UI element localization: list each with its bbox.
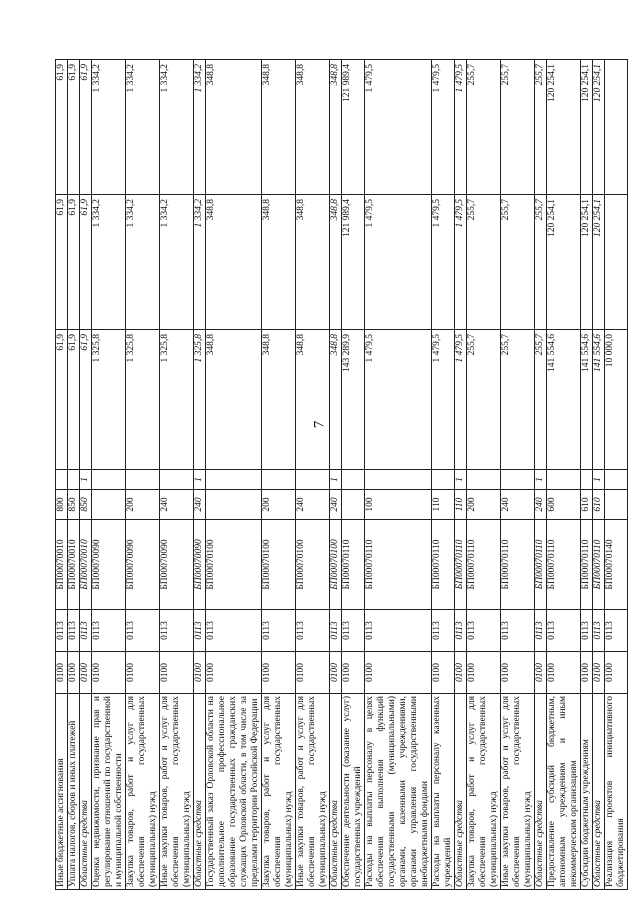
target-article-code: БП00070090: [126, 520, 160, 610]
source-mark: [56, 470, 68, 490]
section-code: 0100: [535, 652, 547, 694]
budget-table: [55, 59, 628, 890]
subsection-code: 0113: [593, 610, 605, 652]
table-row: [432, 60, 455, 890]
subsection-code: 0113: [206, 610, 262, 652]
table-row: [467, 60, 501, 890]
table-row: [535, 60, 547, 890]
section-code: 0100: [455, 652, 467, 694]
amount-year-2: 61,9: [56, 195, 68, 330]
table-row: [194, 60, 206, 890]
amount-year-1: 1 325,8: [160, 330, 194, 470]
source-mark: [365, 470, 432, 490]
table-row: [605, 60, 628, 890]
amount-year-3: 348,8: [330, 60, 342, 195]
target-article-code: БП00070110: [535, 520, 547, 610]
section-code: 0100: [126, 652, 160, 694]
subsection-code: 0113: [126, 610, 160, 652]
amount-year-2: 120 254,1: [547, 195, 581, 330]
amount-year-3: 255,7: [467, 60, 501, 195]
expense-type-code: 110: [455, 490, 467, 520]
row-name: Иные закупки товаров, работ и услуг для обеспечения государственных (муниципальных) нужд: [501, 694, 535, 890]
source-mark: [92, 470, 126, 490]
subsection-code: 0113: [501, 610, 535, 652]
subsection-code: 0113: [467, 610, 501, 652]
amount-year-3: 120 254,1: [547, 60, 581, 195]
subsection-code: 0113: [342, 610, 365, 652]
amount-year-2: 255,7: [467, 195, 501, 330]
source-mark: [467, 470, 501, 490]
section-code: 0100: [432, 652, 455, 694]
source-mark: [501, 470, 535, 490]
amount-year-3: 61,9: [56, 60, 68, 195]
row-name: Областные средства: [330, 694, 342, 890]
amount-year-2: 1 479,5: [432, 195, 455, 330]
table-row: [92, 60, 126, 890]
expense-type-code: [605, 490, 628, 520]
amount-year-1: 61,9: [56, 330, 68, 470]
target-article-code: БП00070110: [467, 520, 501, 610]
amount-year-2: 1 479,5: [365, 195, 432, 330]
section-code: 0100: [605, 652, 628, 694]
source-mark: [342, 470, 365, 490]
row-name: Государственный заказ Орловской области на дополнительное профессиональное образование государственных гражданских служащих Орловской области, в том числе за пределами территории Российской Федерации: [206, 694, 262, 890]
source-mark: 1: [80, 470, 92, 490]
section-code: 0100: [365, 652, 432, 694]
amount-year-2: 1 334,2: [160, 195, 194, 330]
row-name: Закупка товаров, работ и услуг для обеспечения государственных (муниципальных) нужд: [262, 694, 296, 890]
amount-year-3: [605, 60, 628, 195]
row-name: Областные средства: [593, 694, 605, 890]
row-name: Иные закупки товаров, работ и услуг для обеспечения государственных (муниципальных) нужд: [296, 694, 330, 890]
source-mark: [126, 470, 160, 490]
row-name: Реализация проектов инициативного бюджетирования: [605, 694, 628, 890]
expense-type-code: [206, 490, 262, 520]
table-row: [593, 60, 605, 890]
amount-year-3: 1 479,5: [455, 60, 467, 195]
subsection-code: 0113: [296, 610, 330, 652]
table-row: [206, 60, 262, 890]
amount-year-2: 1 479,5: [455, 195, 467, 330]
amount-year-3: 120 254,1: [581, 60, 593, 195]
target-article-code: БП00070090: [194, 520, 206, 610]
amount-year-2: 348,8: [206, 195, 262, 330]
target-article-code: БП00070110: [501, 520, 535, 610]
expense-type-code: 200: [262, 490, 296, 520]
amount-year-1: 348,8: [262, 330, 296, 470]
amount-year-1: 10 000,0: [605, 330, 628, 470]
amount-year-2: 348,8: [262, 195, 296, 330]
amount-year-2: 255,7: [501, 195, 535, 330]
amount-year-1: 141 554,6: [593, 330, 605, 470]
source-mark: 1: [330, 470, 342, 490]
amount-year-1: 1 325,8: [126, 330, 160, 470]
source-mark: [160, 470, 194, 490]
subsection-code: 0113: [160, 610, 194, 652]
section-code: 0100: [56, 652, 68, 694]
row-name: Обеспечение деятельности (оказание услуг) государственных учреждений: [342, 694, 365, 890]
expense-type-code: 200: [126, 490, 160, 520]
source-mark: 1: [194, 470, 206, 490]
amount-year-3: 1 334,2: [160, 60, 194, 195]
section-code: 0100: [467, 652, 501, 694]
source-mark: [432, 470, 455, 490]
row-name: Областные средства: [80, 694, 92, 890]
expense-type-code: 850: [68, 490, 80, 520]
subsection-code: 0113: [56, 610, 68, 652]
amount-year-3: 61,9: [68, 60, 80, 195]
row-name: Расходы на выплаты персоналу в целях обеспечения выполнения функций государственными (муниципальными) органами, казенными учреждениями, органами управления государственными внебюджетными фондами: [365, 694, 432, 890]
expense-type-code: 240: [535, 490, 547, 520]
source-mark: [581, 470, 593, 490]
section-code: 0100: [262, 652, 296, 694]
target-article-code: БП00070100: [296, 520, 330, 610]
amount-year-3: 1 334,2: [92, 60, 126, 195]
table-row: [342, 60, 365, 890]
table-row: [296, 60, 330, 890]
target-article-code: БП00070090: [160, 520, 194, 610]
table-row: [126, 60, 160, 890]
subsection-code: 0113: [581, 610, 593, 652]
row-name: Иные закупки товаров, работ и услуг для обеспечения государственных (муниципальных) нужд: [160, 694, 194, 890]
target-article-code: БП00070090: [92, 520, 126, 610]
amount-year-3: 348,8: [296, 60, 330, 195]
section-code: 0100: [80, 652, 92, 694]
amount-year-3: 121 989,4: [342, 60, 365, 195]
amount-year-1: 143 289,9: [342, 330, 365, 470]
row-name: Областные средства: [535, 694, 547, 890]
table-row: [160, 60, 194, 890]
subsection-code: 0113: [365, 610, 432, 652]
expense-type-code: 240: [160, 490, 194, 520]
table-row: [501, 60, 535, 890]
amount-year-2: 120 254,1: [593, 195, 605, 330]
subsection-code: 0113: [194, 610, 206, 652]
amount-year-3: 255,7: [501, 60, 535, 195]
source-mark: [206, 470, 262, 490]
section-code: 0100: [330, 652, 342, 694]
amount-year-1: 348,8: [296, 330, 330, 470]
section-code: 0100: [296, 652, 330, 694]
expense-type-code: 240: [194, 490, 206, 520]
amount-year-3: 1 334,2: [194, 60, 206, 195]
target-article-code: БП00070110: [342, 520, 365, 610]
amount-year-3: 255,7: [535, 60, 547, 195]
amount-year-3: 1 479,5: [432, 60, 455, 195]
amount-year-1: 1 325,8: [194, 330, 206, 470]
section-code: 0100: [342, 652, 365, 694]
subsection-code: 0113: [547, 610, 581, 652]
target-article-code: БП00070010: [68, 520, 80, 610]
row-name: Закупка товаров, работ и услуг для обеспечения государственных (муниципальных) нужд: [467, 694, 501, 890]
amount-year-2: 61,9: [68, 195, 80, 330]
section-code: 0100: [547, 652, 581, 694]
amount-year-1: 1 479,5: [432, 330, 455, 470]
section-code: 0100: [92, 652, 126, 694]
subsection-code: 0113: [92, 610, 126, 652]
section-code: 0100: [194, 652, 206, 694]
amount-year-2: 121 989,4: [342, 195, 365, 330]
expense-type-code: 110: [432, 490, 455, 520]
amount-year-2: 120 254,1: [581, 195, 593, 330]
amount-year-1: 348,8: [330, 330, 342, 470]
subsection-code: 0113: [605, 610, 628, 652]
source-mark: 1: [455, 470, 467, 490]
target-article-code: БП00070100: [206, 520, 262, 610]
section-code: 0100: [68, 652, 80, 694]
table-row: [56, 60, 68, 890]
table-row: [365, 60, 432, 890]
table-row: [330, 60, 342, 890]
row-name: Закупка товаров, работ и услуг для обеспечения государственных (муниципальных) нужд: [126, 694, 160, 890]
section-code: 0100: [593, 652, 605, 694]
subsection-code: 0113: [455, 610, 467, 652]
expense-type-code: 610: [593, 490, 605, 520]
amount-year-1: 255,7: [467, 330, 501, 470]
budget-table-body: [56, 60, 628, 890]
amount-year-1: 255,7: [501, 330, 535, 470]
source-mark: [547, 470, 581, 490]
table-row: [547, 60, 581, 890]
amount-year-2: 255,7: [535, 195, 547, 330]
amount-year-1: 255,7: [535, 330, 547, 470]
section-code: 0100: [581, 652, 593, 694]
expense-type-code: 200: [467, 490, 501, 520]
amount-year-3: 348,8: [206, 60, 262, 195]
amount-year-2: 1 334,2: [92, 195, 126, 330]
row-name: Областные средства: [455, 694, 467, 890]
source-mark: [68, 470, 80, 490]
source-mark: [296, 470, 330, 490]
expense-type-code: 610: [581, 490, 593, 520]
amount-year-1: 1 479,5: [365, 330, 432, 470]
section-code: 0100: [160, 652, 194, 694]
subsection-code: 0113: [68, 610, 80, 652]
amount-year-2: 61,9: [80, 195, 92, 330]
amount-year-2: 1 334,2: [126, 195, 160, 330]
table-row: [262, 60, 296, 890]
row-name: Уплата налогов, сборов и иных платежей: [68, 694, 80, 890]
section-code: 0100: [501, 652, 535, 694]
amount-year-2: 348,8: [296, 195, 330, 330]
amount-year-3: 348,8: [262, 60, 296, 195]
amount-year-1: 61,9: [68, 330, 80, 470]
target-article-code: БП00070110: [455, 520, 467, 610]
expense-type-code: 100: [365, 490, 432, 520]
row-name: Иные бюджетные ассигнования: [56, 694, 68, 890]
target-article-code: БП00070110: [581, 520, 593, 610]
subsection-code: 0113: [262, 610, 296, 652]
expense-type-code: [92, 490, 126, 520]
expense-type-code: 800: [56, 490, 68, 520]
table-row: [581, 60, 593, 890]
source-mark: 1: [593, 470, 605, 490]
amount-year-1: 61,9: [80, 330, 92, 470]
target-article-code: БП00070100: [330, 520, 342, 610]
amount-year-2: [605, 195, 628, 330]
target-article-code: БП00070110: [432, 520, 455, 610]
row-name: Субсидии бюджетным учреждениям: [581, 694, 593, 890]
amount-year-1: 1 479,5: [455, 330, 467, 470]
target-article-code: БП00070140: [605, 520, 628, 610]
table-row: [80, 60, 92, 890]
target-article-code: БП00070110: [593, 520, 605, 610]
expense-type-code: 600: [547, 490, 581, 520]
row-name: Предоставление субсидий бюджетным, автономным учреждениям и иным некоммерческим организациям: [547, 694, 581, 890]
amount-year-3: 1 334,2: [126, 60, 160, 195]
amount-year-3: 120 254,1: [593, 60, 605, 195]
source-mark: 1: [535, 470, 547, 490]
target-article-code: БП00070110: [547, 520, 581, 610]
target-article-code: БП00070110: [365, 520, 432, 610]
source-mark: [262, 470, 296, 490]
amount-year-1: 141 554,6: [547, 330, 581, 470]
expense-type-code: 850: [80, 490, 92, 520]
amount-year-1: 1 325,8: [92, 330, 126, 470]
rotated-page: [55, 60, 626, 890]
source-mark: [605, 470, 628, 490]
amount-year-2: 348,8: [330, 195, 342, 330]
amount-year-1: 141 554,6: [581, 330, 593, 470]
subsection-code: 0113: [432, 610, 455, 652]
expense-type-code: 240: [330, 490, 342, 520]
target-article-code: БП00070010: [80, 520, 92, 610]
subsection-code: 0113: [80, 610, 92, 652]
row-name: Оценка недвижимости, признание прав и регулирование отношений по государственной и муниципальной собственности: [92, 694, 126, 890]
amount-year-3: 61,9: [80, 60, 92, 195]
page-number: 7: [311, 420, 328, 429]
target-article-code: БП00070010: [56, 520, 68, 610]
subsection-code: 0113: [535, 610, 547, 652]
expense-type-code: 240: [296, 490, 330, 520]
expense-type-code: 240: [501, 490, 535, 520]
section-code: 0100: [206, 652, 262, 694]
row-name: Расходы на выплаты персоналу казенных учреждений: [432, 694, 455, 890]
table-row: [455, 60, 467, 890]
amount-year-2: 1 334,2: [194, 195, 206, 330]
target-article-code: БП00070100: [262, 520, 296, 610]
expense-type-code: [342, 490, 365, 520]
row-name: Областные средства: [194, 694, 206, 890]
amount-year-3: 1 479,5: [365, 60, 432, 195]
table-row: [68, 60, 80, 890]
amount-year-1: 348,8: [206, 330, 262, 470]
subsection-code: 0113: [330, 610, 342, 652]
